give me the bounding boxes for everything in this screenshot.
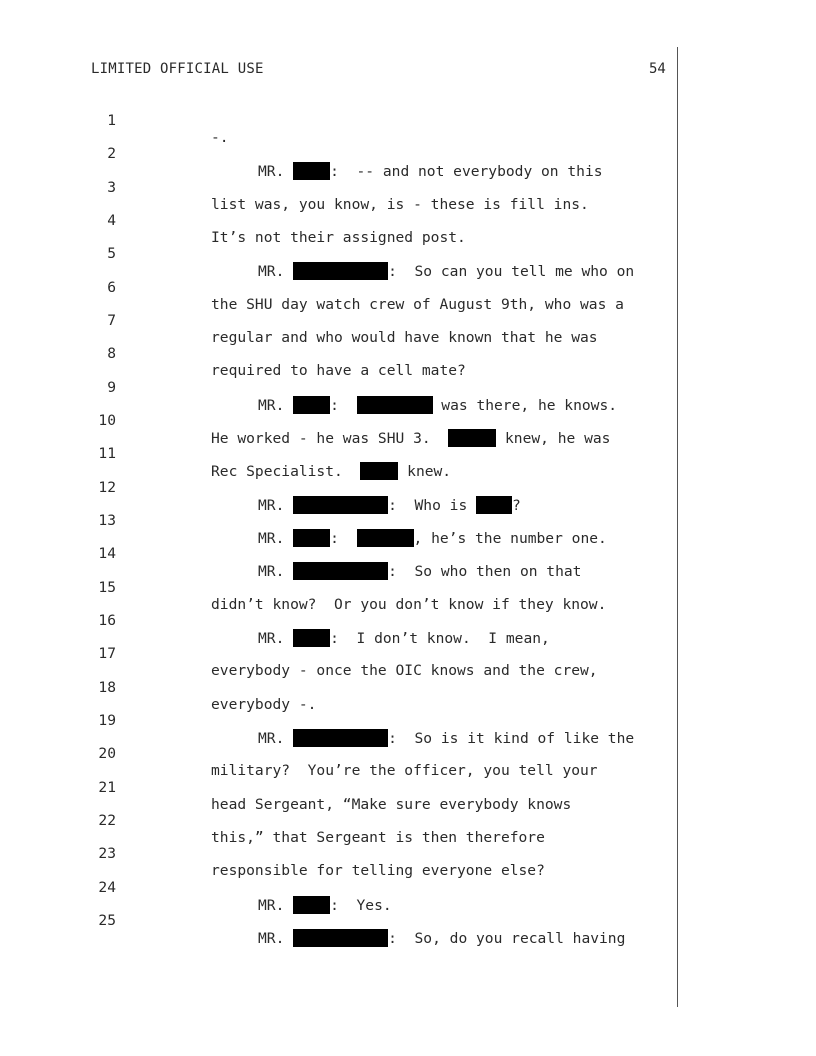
line-text: MR. : Yes. (258, 897, 392, 914)
line-text: head Sergeant, “Make sure everybody knows (211, 796, 572, 813)
redaction-block (293, 896, 330, 914)
line-text: MR. : So, do you recall having (258, 930, 626, 947)
line-number: 22 (98, 812, 116, 829)
line-text: this,” that Sergeant is then therefore (211, 829, 545, 846)
line-number: 11 (98, 445, 116, 462)
line-number: 3 (107, 179, 116, 196)
redaction-block (448, 429, 496, 447)
transcript-line (0, 662, 317, 713)
line-text: MR. : So is it kind of like the (258, 730, 635, 747)
line-number: 16 (98, 612, 116, 629)
page-header-classification: LIMITED OFFICIAL USE (91, 61, 264, 77)
line-text: MR. : So who then on that (258, 563, 582, 580)
redaction-block (293, 629, 330, 647)
redaction-block (293, 529, 330, 547)
line-number: 24 (98, 879, 116, 896)
line-text: He worked - he was SHU 3. knew, he was (211, 430, 611, 447)
line-text: didn’t know? Or you don’t know if they know. (211, 596, 607, 613)
line-number: 25 (98, 912, 116, 929)
line-number: 23 (98, 845, 116, 862)
line-number: 21 (98, 779, 116, 796)
line-text: the SHU day watch crew of August 9th, who was a (211, 296, 624, 313)
redaction-block (360, 462, 398, 480)
line-text: MR. : was there, he knows. (258, 397, 618, 414)
redaction-block (293, 496, 388, 514)
line-number: 4 (107, 212, 116, 229)
line-number: 8 (107, 345, 116, 362)
line-text: regular and who would have known that he was (211, 329, 598, 346)
line-text: everybody - once the OIC knows and the crew, (211, 662, 598, 679)
line-number: 20 (98, 745, 116, 762)
redaction-block (293, 729, 388, 747)
line-text: military? You’re the officer, you tell your (211, 762, 598, 779)
transcript-line (0, 95, 229, 146)
right-margin-rule (677, 47, 678, 1007)
line-number: 10 (98, 412, 116, 429)
line-text: It’s not their assigned post. (211, 229, 466, 246)
line-number: 1 (107, 112, 116, 129)
line-number: 17 (98, 645, 116, 662)
line-number: 18 (98, 679, 116, 696)
line-text: list was, you know, is - these is fill ins. (211, 196, 589, 213)
line-text: MR. : , he’s the number one. (258, 530, 607, 547)
redaction-block (293, 396, 330, 414)
page-number: 54 (649, 61, 666, 77)
line-text: everybody -. (211, 696, 317, 713)
redaction-block (476, 496, 512, 514)
redaction-block (293, 262, 388, 280)
line-text: MR. : So can you tell me who on (258, 263, 635, 280)
redaction-block (293, 162, 330, 180)
line-number: 15 (98, 579, 116, 596)
line-number: 6 (107, 279, 116, 296)
line-number: 7 (107, 312, 116, 329)
line-number: 14 (98, 545, 116, 562)
line-text: responsible for telling everyone else? (211, 862, 545, 879)
line-number: 2 (107, 145, 116, 162)
line-number: 12 (98, 479, 116, 496)
line-text: MR. : I don’t know. I mean, (258, 630, 550, 647)
line-text: Rec Specialist. knew. (211, 463, 452, 480)
line-text: MR. : -- and not everybody on this (258, 163, 603, 180)
redaction-block (293, 929, 388, 947)
line-number: 5 (107, 245, 116, 262)
line-number: 19 (98, 712, 116, 729)
redaction-block (357, 529, 414, 547)
redaction-block (293, 562, 388, 580)
line-text: MR. : Who is ? (258, 497, 521, 514)
redaction-block (357, 396, 433, 414)
line-text: required to have a cell mate? (211, 362, 466, 379)
line-number: 9 (107, 379, 116, 396)
transcript-line (0, 128, 603, 180)
line-number: 13 (98, 512, 116, 529)
line-text: -. (211, 129, 229, 146)
